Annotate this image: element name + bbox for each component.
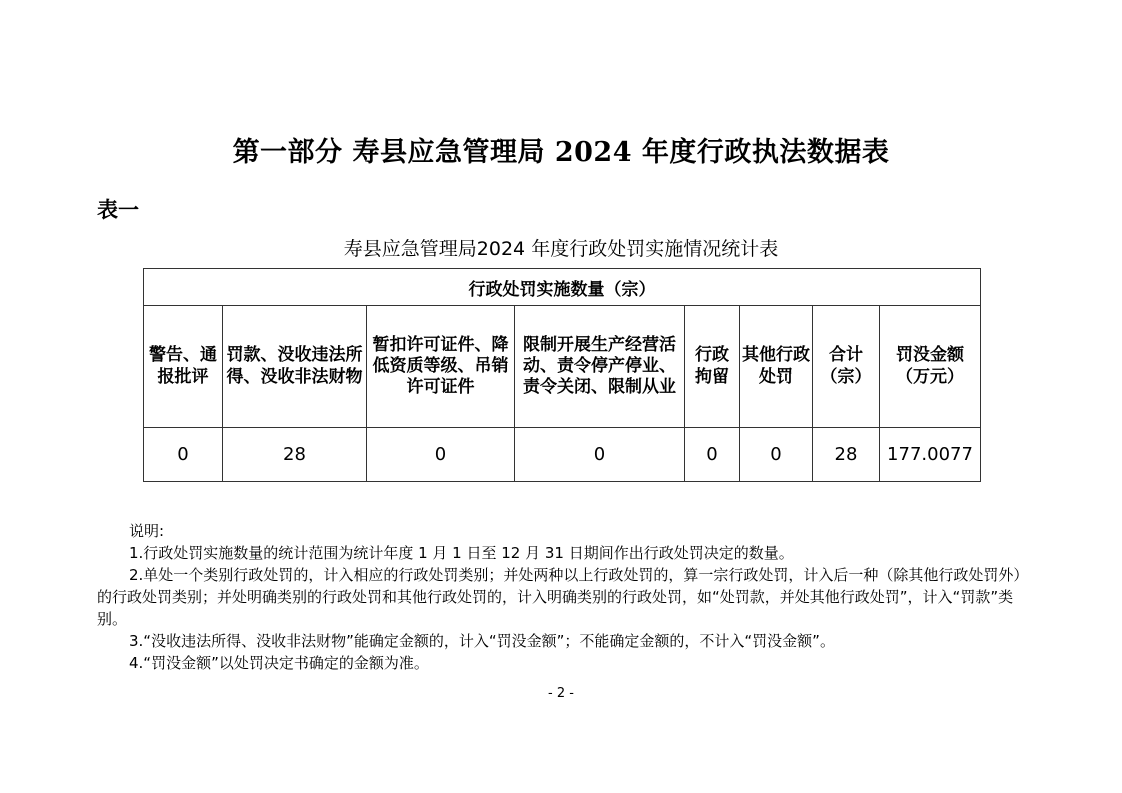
column-header: 限制开展生产经营活动、责令停产停业、责令关闭、限制从业: [515, 306, 685, 428]
table-label: 表一: [97, 197, 139, 222]
page-number: - 2 -: [548, 686, 574, 701]
value-cell: 28: [223, 428, 367, 482]
note-item: 3.“没收违法所得、没收非法财物”能确定金额的，计入“罚没金额”；不能确定金额的，不计入“罚没金额”。: [129, 632, 835, 650]
table-caption: 寿县应急管理局2024 年度行政处罚实施情况统计表: [343, 238, 779, 260]
column-header: 警告、通报批评: [144, 306, 223, 428]
value-cell: 0: [144, 428, 223, 482]
value-cell: 0: [740, 428, 813, 482]
notes-heading: 说明:: [129, 522, 165, 540]
value-cell: 0: [367, 428, 515, 482]
value-cell: 0: [515, 428, 685, 482]
note-item: 2.单处一个类别行政处罚的，计入相应的行政处罚类别；并处两种以上行政处罚的，算一宗行政处罚，计入后一种（除其他行政处罚外）的行政处罚类别；并处明确类别的行政处罚和其他行政处罚的，计入明确类别的行政处罚，如“处罚款，并处其他行政处罚”，计入“罚款”类别。: [97, 566, 1021, 628]
column-header: 合计（宗）: [813, 306, 880, 428]
penalty-statistics-table: [143, 268, 981, 482]
page-title: 第一部分 寿县应急管理局 2024 年度行政执法数据表: [232, 137, 890, 168]
notes-section: [97, 520, 1027, 674]
group-header-cell: 行政处罚实施数量（宗）: [144, 269, 981, 306]
column-header: 行政拘留: [685, 306, 740, 428]
value-cell: 28: [813, 428, 880, 482]
value-cell: 0: [685, 428, 740, 482]
note-item: 4.“罚没金额”以处罚决定书确定的金额为准。: [129, 654, 429, 672]
value-cell: 177.0077: [880, 428, 981, 482]
column-header: 其他行政处罚: [740, 306, 813, 428]
note-item: 1.行政处罚实施数量的统计范围为统计年度 1 月 1 日至 12 月 31 日期间作出行政处罚决定的数量。: [129, 544, 794, 562]
column-header: 暂扣许可证件、降低资质等级、吊销许可证件: [367, 306, 515, 428]
column-header: 罚没金额（万元）: [880, 306, 981, 428]
column-header: 罚款、没收违法所得、没收非法财物: [223, 306, 367, 428]
